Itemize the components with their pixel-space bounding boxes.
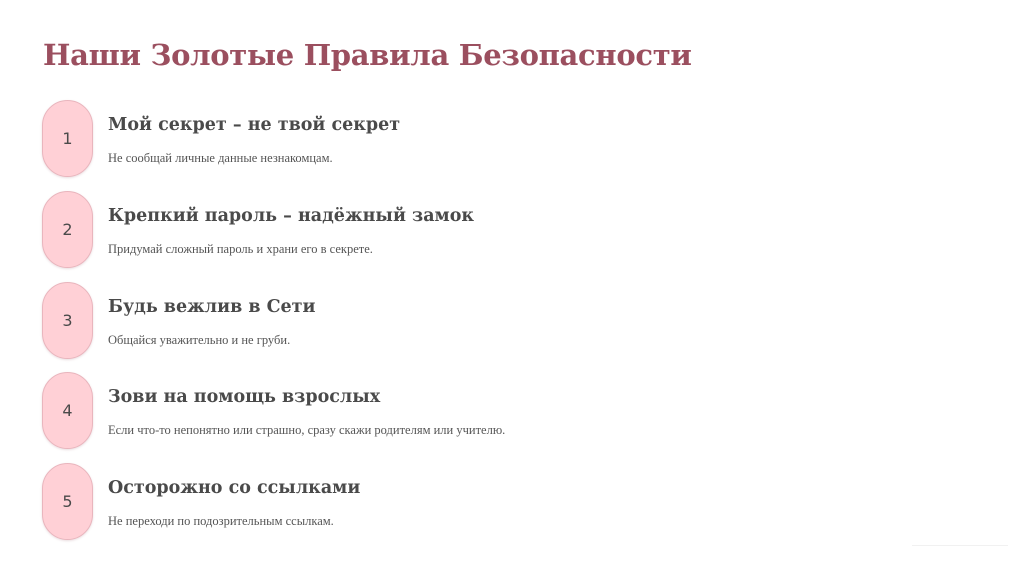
rule-heading: Мой секрет – не твой секрет — [108, 115, 401, 135]
rule-item-1 — [0, 100, 1024, 191]
rule-item-5 — [0, 463, 1024, 554]
rule-item-2 — [0, 191, 1024, 282]
slide-title: Наши Золотые Правила Безопасности — [43, 38, 692, 72]
rule-number: 5 — [62, 492, 73, 511]
rule-item-4 — [0, 372, 1024, 463]
footer-divider — [912, 545, 1008, 546]
rule-number-badge — [42, 463, 93, 540]
rule-description: Если что-то непонятно или страшно, сразу скажи родителям или учителю. — [108, 423, 506, 437]
rule-item-3 — [0, 282, 1024, 373]
rule-number-badge — [42, 100, 93, 177]
rule-number-badge — [42, 282, 93, 359]
rule-number-badge — [42, 372, 93, 449]
rule-heading: Осторожно со ссылками — [108, 478, 361, 498]
rule-heading: Крепкий пароль – надёжный замок — [108, 206, 475, 226]
rule-heading: Будь вежлив в Сети — [108, 297, 316, 317]
rule-number: 3 — [62, 311, 73, 330]
rule-number: 1 — [62, 129, 73, 148]
rule-description: Не сообщай личные данные незнакомцам. — [108, 151, 333, 165]
rule-number: 4 — [62, 401, 73, 420]
rule-description: Общайся уважительно и не груби. — [108, 333, 291, 347]
rule-number: 2 — [62, 220, 73, 239]
rule-description: Придумай сложный пароль и храни его в секрете. — [108, 242, 373, 256]
rule-number-badge — [42, 191, 93, 268]
rule-heading: Зови на помощь взрослых — [108, 387, 381, 407]
rule-description: Не переходи по подозрительным ссылкам. — [108, 514, 334, 528]
